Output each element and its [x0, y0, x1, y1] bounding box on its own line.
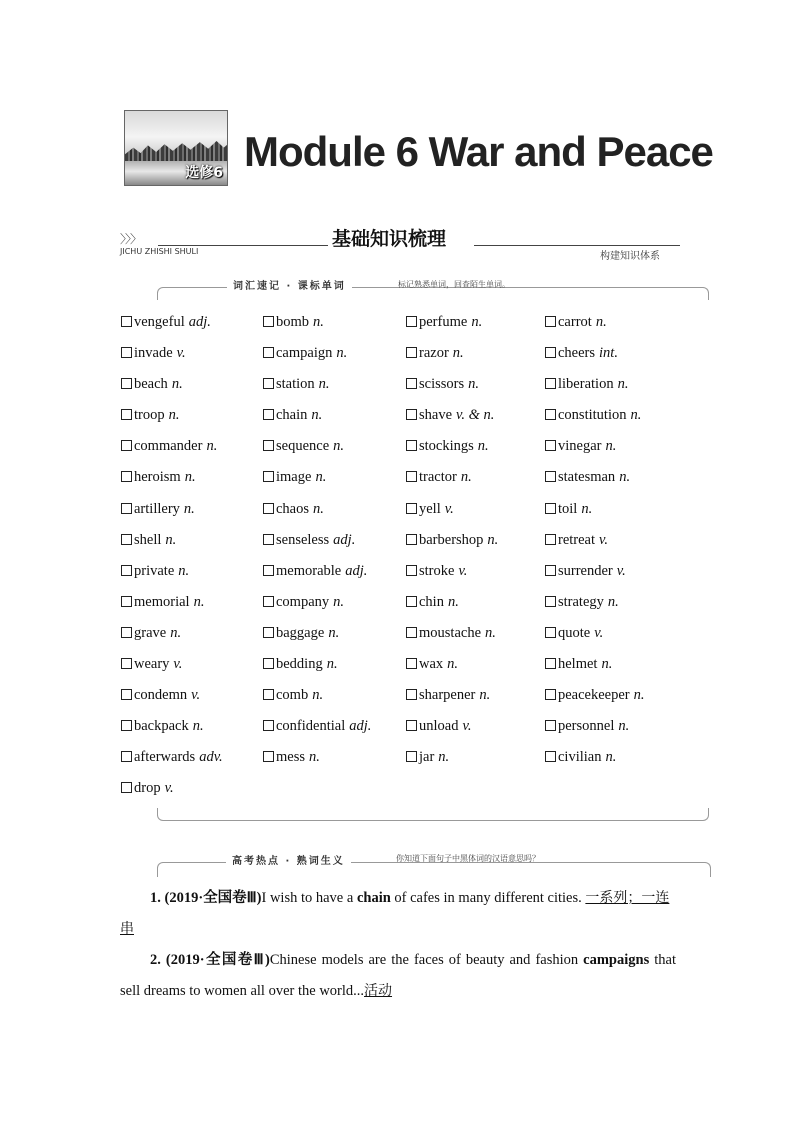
- vocab-item: [121, 375, 223, 406]
- vocab-word: surrender: [558, 562, 613, 579]
- vocab-part-of-speech: n.: [178, 562, 190, 579]
- vocab-item: [263, 593, 371, 624]
- vocab-checkbox[interactable]: [545, 720, 556, 731]
- vocab-item: [406, 468, 498, 499]
- exercise-text: that sell dreams to women all over the world...: [120, 952, 676, 999]
- vocab-word: scissors: [419, 376, 465, 393]
- vocab-word: bomb: [276, 314, 310, 330]
- vocab-item: [406, 313, 498, 344]
- vocab-item: [545, 717, 645, 748]
- vocab-item: [406, 344, 498, 375]
- vocab-word: strategy: [558, 593, 604, 610]
- vocab-part-of-speech: n.: [170, 624, 182, 641]
- vocab-part-of-speech: adj.: [333, 531, 356, 548]
- vocab-part-of-speech: v.: [462, 718, 472, 735]
- vocab-checkbox[interactable]: [406, 440, 417, 451]
- vocab-checkbox[interactable]: [406, 720, 417, 731]
- vocab-part-of-speech: n.: [619, 469, 631, 486]
- vocab-item: [545, 593, 645, 624]
- exercise-source: (2019·全国卷Ⅲ): [164, 890, 262, 906]
- vocab-word: personnel: [558, 718, 615, 735]
- vocab-word: beach: [134, 376, 168, 393]
- exercise-answer: 活动: [364, 983, 393, 999]
- vocab-part-of-speech: adj.: [188, 314, 211, 330]
- vocab-word: confidential: [276, 718, 346, 735]
- vocab-part-of-speech: adj.: [349, 718, 372, 735]
- vocab-item: [545, 624, 645, 655]
- vocab-checkbox[interactable]: [121, 316, 132, 327]
- vocab-word: baggage: [276, 624, 325, 641]
- vocab-checkbox[interactable]: [121, 503, 132, 514]
- vocab-word: company: [276, 593, 330, 610]
- vocab-word: afterwards: [134, 749, 196, 766]
- vocab-checkbox[interactable]: [263, 689, 274, 700]
- vocab-item: [263, 655, 371, 686]
- vocab-word: sharpener: [419, 687, 476, 704]
- vocab-box-label: 词汇速记 · 课标单词: [227, 277, 352, 292]
- vocab-word: peacekeeper: [558, 687, 630, 704]
- vocab-item: [545, 531, 645, 562]
- vocab-checkbox[interactable]: [406, 534, 417, 545]
- vocab-part-of-speech: n.: [468, 376, 479, 393]
- section-subtitle: 构建知识体系: [600, 251, 660, 262]
- vocab-part-of-speech: n.: [333, 438, 345, 455]
- forest-graphic: [125, 141, 228, 163]
- vocab-word: stockings: [419, 438, 474, 455]
- vocab-item: [406, 655, 498, 686]
- vocab-checkbox[interactable]: [545, 689, 556, 700]
- vocab-checkbox[interactable]: [406, 658, 417, 669]
- vocab-item: [406, 562, 498, 593]
- vocab-item: [121, 468, 223, 499]
- vocab-checkbox[interactable]: [545, 378, 556, 389]
- exercise-text: Chinese models are the faces of beauty and fashion: [269, 952, 584, 968]
- section-divider-left: [158, 245, 328, 246]
- exercise-number: 1.: [150, 890, 161, 906]
- vocab-word: troop: [134, 407, 165, 424]
- vocab-item: [263, 313, 371, 344]
- vocab-part-of-speech: n.: [313, 500, 324, 517]
- exercise-text: of cafes in many different cities.: [390, 890, 582, 906]
- vocab-word: wax: [419, 656, 444, 673]
- exercise-text: I wish to have a: [261, 890, 357, 906]
- vocab-box-hint: 标记熟悉单词，回查陌生单词。: [398, 280, 510, 289]
- badge-label: 选修6: [185, 165, 223, 181]
- vocab-part-of-speech: n.: [452, 345, 464, 362]
- vocab-part-of-speech: adv.: [199, 749, 223, 766]
- vocab-checkbox[interactable]: [545, 658, 556, 669]
- vocab-checkbox[interactable]: [406, 627, 417, 638]
- vocab-word: commander: [134, 438, 203, 455]
- vocab-part-of-speech: v.: [176, 345, 186, 362]
- vocab-checkbox[interactable]: [263, 503, 274, 514]
- vocab-word: weary: [134, 656, 170, 673]
- vocab-checkbox[interactable]: [263, 627, 274, 638]
- vocab-checkbox[interactable]: [545, 751, 556, 762]
- vocab-item: [406, 717, 498, 748]
- vocab-item: [263, 686, 371, 717]
- vocab-part-of-speech: n.: [183, 500, 195, 517]
- vocab-item: [263, 500, 371, 531]
- vocab-item: [121, 686, 223, 717]
- vocab-item: [121, 562, 223, 593]
- vocab-part-of-speech: n.: [193, 593, 205, 610]
- vocab-part-of-speech: n.: [617, 376, 629, 393]
- vocab-item: [545, 313, 645, 344]
- vocab-word: retreat: [558, 531, 596, 548]
- vocab-word: yell: [419, 500, 441, 517]
- vocab-item: [406, 437, 498, 468]
- vocab-item: [121, 748, 223, 779]
- vocab-word: stroke: [419, 562, 455, 579]
- vocab-checkbox[interactable]: [545, 503, 556, 514]
- vocab-checkbox[interactable]: [121, 720, 132, 731]
- vocab-word: helmet: [558, 656, 598, 673]
- vocab-part-of-speech: n.: [318, 376, 330, 393]
- module-badge-image: [124, 110, 228, 186]
- vocab-part-of-speech: n.: [447, 593, 459, 610]
- vocab-part-of-speech: v.: [458, 562, 468, 579]
- vocab-word: mess: [276, 749, 305, 766]
- vocab-part-of-speech: n.: [326, 656, 338, 673]
- vocab-word: cheers: [558, 345, 596, 362]
- vocab-item: [545, 748, 645, 779]
- vocab-item: [545, 406, 645, 437]
- vocab-word: chin: [419, 593, 444, 610]
- vocab-item: [121, 313, 223, 344]
- vocab-checkbox[interactable]: [121, 440, 132, 451]
- vocab-checkbox[interactable]: [263, 409, 274, 420]
- vocab-part-of-speech: n.: [633, 687, 645, 704]
- vocab-item: [406, 375, 498, 406]
- vocab-item: [121, 655, 223, 686]
- vocab-word: backpack: [134, 718, 189, 735]
- vocab-word: condemn: [134, 687, 188, 704]
- vocab-part-of-speech: n.: [313, 314, 324, 330]
- exercise-1: [120, 883, 676, 945]
- vocab-part-of-speech: n.: [315, 469, 327, 486]
- vocab-checkbox[interactable]: [406, 347, 417, 358]
- vocab-part-of-speech: n.: [607, 593, 619, 610]
- section-divider-right: [474, 245, 680, 246]
- vocab-item: [263, 531, 371, 562]
- vocab-checkbox[interactable]: [545, 534, 556, 545]
- vocab-part-of-speech: n.: [333, 593, 345, 610]
- vocab-checkbox[interactable]: [121, 658, 132, 669]
- vocab-item: [263, 437, 371, 468]
- vocab-checkbox[interactable]: [263, 378, 274, 389]
- section-arrows-icon: 〉〉〉: [120, 232, 142, 246]
- vocab-part-of-speech: n.: [477, 438, 489, 455]
- vocab-word: statesman: [558, 469, 616, 486]
- vocab-checkbox[interactable]: [121, 471, 132, 482]
- vocab-checkbox[interactable]: [545, 596, 556, 607]
- vocab-part-of-speech: v.: [173, 656, 183, 673]
- vocab-checkbox[interactable]: [121, 689, 132, 700]
- vocab-part-of-speech: n.: [460, 469, 472, 486]
- vocab-item: [406, 531, 498, 562]
- vocab-checkbox[interactable]: [121, 534, 132, 545]
- vocab-part-of-speech: n.: [165, 531, 177, 548]
- vocab-item: [121, 593, 223, 624]
- vocab-checkbox[interactable]: [406, 409, 417, 420]
- exercise-keyword: chain: [356, 890, 391, 906]
- vocab-item: [121, 500, 223, 531]
- vocab-checkbox[interactable]: [121, 347, 132, 358]
- vocab-part-of-speech: v.: [444, 500, 454, 517]
- vocab-word: tractor: [419, 469, 457, 486]
- vocab-checkbox[interactable]: [545, 627, 556, 638]
- section-title: 基础知识梳理: [332, 228, 447, 250]
- vocab-word: chaos: [276, 500, 310, 517]
- vocab-word: chain: [276, 407, 308, 424]
- vocab-word: civilian: [558, 749, 602, 766]
- vocab-checkbox[interactable]: [406, 565, 417, 576]
- exercise-source: (2019·全国卷Ⅲ): [165, 952, 270, 968]
- exercise-keyword: campaigns: [583, 952, 650, 968]
- vocab-item: [406, 624, 498, 655]
- vocab-item: [121, 717, 223, 748]
- exercise-number: 2.: [150, 952, 161, 968]
- vocab-part-of-speech: v. & n.: [456, 407, 495, 424]
- vocab-checkbox[interactable]: [545, 440, 556, 451]
- hot-box-hint: 你知道下面句子中黑体词的汉语意思吗？: [396, 854, 540, 863]
- vocab-word: perfume: [419, 314, 468, 330]
- vocab-word: vengeful: [134, 314, 185, 330]
- vocab-checkbox[interactable]: [406, 316, 417, 327]
- vocab-part-of-speech: n.: [171, 376, 183, 393]
- module-title: Module 6 War and Peace: [244, 128, 713, 175]
- exercise-2: [120, 945, 676, 1007]
- vocab-word: barbershop: [419, 531, 484, 548]
- vocab-word: invade: [134, 345, 173, 362]
- vocab-part-of-speech: n.: [479, 687, 491, 704]
- vocab-part-of-speech: n.: [595, 314, 607, 330]
- vocab-part-of-speech: n.: [184, 469, 196, 486]
- vocab-item: [121, 406, 223, 437]
- vocab-part-of-speech: n.: [485, 624, 496, 641]
- vocab-part-of-speech: v.: [616, 562, 626, 579]
- vocab-part-of-speech: n.: [471, 314, 483, 330]
- vocab-item: [263, 344, 371, 375]
- vocab-word: shell: [134, 531, 162, 548]
- vocab-part-of-speech: n.: [312, 687, 324, 704]
- vocab-word: quote: [558, 624, 591, 641]
- vocab-checkbox[interactable]: [121, 782, 132, 793]
- vocab-part-of-speech: n.: [206, 438, 218, 455]
- vocab-checkbox[interactable]: [545, 316, 556, 327]
- vocab-word: memorial: [134, 593, 190, 610]
- vocab-word: grave: [134, 624, 167, 641]
- vocab-word: vinegar: [558, 438, 602, 455]
- vocab-item: [263, 748, 371, 779]
- vocab-part-of-speech: n.: [311, 407, 323, 424]
- vocab-item: [121, 344, 223, 375]
- vocab-word: liberation: [558, 376, 614, 393]
- vocab-checkbox[interactable]: [263, 471, 274, 482]
- section-pinyin: JICHU ZHISHI SHULI: [120, 247, 199, 256]
- vocab-part-of-speech: int.: [599, 345, 618, 362]
- exercise-answer: 一系列；一连串: [120, 890, 670, 937]
- vocab-item: [545, 437, 645, 468]
- vocab-checkbox[interactable]: [545, 471, 556, 482]
- vocab-checkbox[interactable]: [263, 534, 274, 545]
- vocab-checkbox[interactable]: [406, 751, 417, 762]
- vocab-part-of-speech: adj.: [345, 562, 368, 579]
- vocab-word: comb: [276, 687, 309, 704]
- vocab-word: moustache: [419, 624, 482, 641]
- vocab-word: unload: [419, 718, 459, 735]
- vocab-item: [545, 344, 645, 375]
- vocab-item: [406, 593, 498, 624]
- vocab-checkbox[interactable]: [263, 658, 274, 669]
- vocab-box-bottom-border: [157, 808, 709, 821]
- vocab-part-of-speech: n.: [605, 749, 617, 766]
- vocab-part-of-speech: n.: [581, 500, 593, 517]
- vocab-part-of-speech: n.: [605, 438, 617, 455]
- vocab-checkbox[interactable]: [121, 565, 132, 576]
- vocab-item: [545, 500, 645, 531]
- vocab-checkbox[interactable]: [121, 596, 132, 607]
- vocab-word: image: [276, 469, 312, 486]
- vocab-checkbox[interactable]: [545, 409, 556, 420]
- vocab-part-of-speech: n.: [309, 749, 320, 766]
- vocab-item: [406, 500, 498, 531]
- vocab-checkbox[interactable]: [263, 347, 274, 358]
- vocab-word: shave: [419, 407, 453, 424]
- vocab-part-of-speech: n.: [487, 531, 499, 548]
- vocab-word: private: [134, 562, 175, 579]
- vocab-word: razor: [419, 345, 449, 362]
- vocab-item: [545, 468, 645, 499]
- vocab-checkbox[interactable]: [263, 751, 274, 762]
- vocab-part-of-speech: n.: [328, 624, 340, 641]
- vocab-part-of-speech: n.: [168, 407, 180, 424]
- vocab-word: memorable: [276, 562, 342, 579]
- vocab-item: [545, 375, 645, 406]
- vocab-item: [121, 779, 223, 810]
- vocab-checkbox[interactable]: [121, 378, 132, 389]
- vocab-word: constitution: [558, 407, 627, 424]
- vocab-item: [121, 531, 223, 562]
- vocab-checkbox[interactable]: [406, 471, 417, 482]
- vocab-item: [263, 562, 371, 593]
- vocab-checkbox[interactable]: [263, 720, 274, 731]
- vocab-column-2: [263, 313, 371, 779]
- vocab-part-of-speech: n.: [192, 718, 204, 735]
- vocab-column-1: [121, 313, 223, 811]
- vocab-part-of-speech: v.: [164, 780, 174, 797]
- vocab-item: [545, 562, 645, 593]
- vocab-part-of-speech: n.: [630, 407, 642, 424]
- vocab-part-of-speech: n.: [447, 656, 459, 673]
- vocab-word: heroism: [134, 469, 181, 486]
- vocab-word: toil: [558, 500, 578, 517]
- vocab-part-of-speech: n.: [438, 749, 450, 766]
- vocab-item: [263, 624, 371, 655]
- vocab-part-of-speech: v.: [599, 531, 609, 548]
- vocab-checkbox[interactable]: [406, 596, 417, 607]
- vocab-checkbox[interactable]: [121, 751, 132, 762]
- vocab-part-of-speech: n.: [336, 345, 348, 362]
- vocab-word: jar: [419, 749, 435, 766]
- vocab-item: [545, 686, 645, 717]
- hot-box-label: 高考热点 · 熟词生义: [226, 852, 351, 867]
- vocab-word: senseless: [276, 531, 330, 548]
- vocab-checkbox[interactable]: [263, 440, 274, 451]
- vocab-checkbox[interactable]: [545, 565, 556, 576]
- vocab-word: drop: [134, 780, 161, 797]
- vocab-item: [263, 468, 371, 499]
- vocab-column-3: [406, 313, 498, 779]
- vocab-part-of-speech: v.: [594, 624, 604, 641]
- vocab-word: carrot: [558, 314, 592, 330]
- vocab-part-of-speech: n.: [601, 656, 613, 673]
- vocab-checkbox[interactable]: [545, 347, 556, 358]
- vocab-word: campaign: [276, 345, 333, 362]
- vocab-checkbox[interactable]: [263, 596, 274, 607]
- vocab-item: [263, 406, 371, 437]
- vocab-item: [406, 406, 498, 437]
- vocab-item: [406, 748, 498, 779]
- vocab-item: [121, 624, 223, 655]
- vocab-checkbox[interactable]: [406, 503, 417, 514]
- vocab-part-of-speech: n.: [618, 718, 630, 735]
- vocab-checkbox[interactable]: [121, 627, 132, 638]
- vocab-word: bedding: [276, 656, 323, 673]
- vocab-word: artillery: [134, 500, 180, 517]
- vocab-checkbox[interactable]: [406, 689, 417, 700]
- vocab-item: [545, 655, 645, 686]
- vocab-part-of-speech: v.: [191, 687, 201, 704]
- vocab-column-4: [545, 313, 645, 779]
- vocab-word: station: [276, 376, 315, 393]
- vocab-item: [406, 686, 498, 717]
- vocab-checkbox[interactable]: [263, 565, 274, 576]
- vocab-item: [263, 375, 371, 406]
- vocab-item: [121, 437, 223, 468]
- vocab-checkbox[interactable]: [263, 316, 274, 327]
- vocab-item: [263, 717, 371, 748]
- vocab-checkbox[interactable]: [121, 409, 132, 420]
- vocab-word: sequence: [276, 438, 330, 455]
- vocab-checkbox[interactable]: [406, 378, 417, 389]
